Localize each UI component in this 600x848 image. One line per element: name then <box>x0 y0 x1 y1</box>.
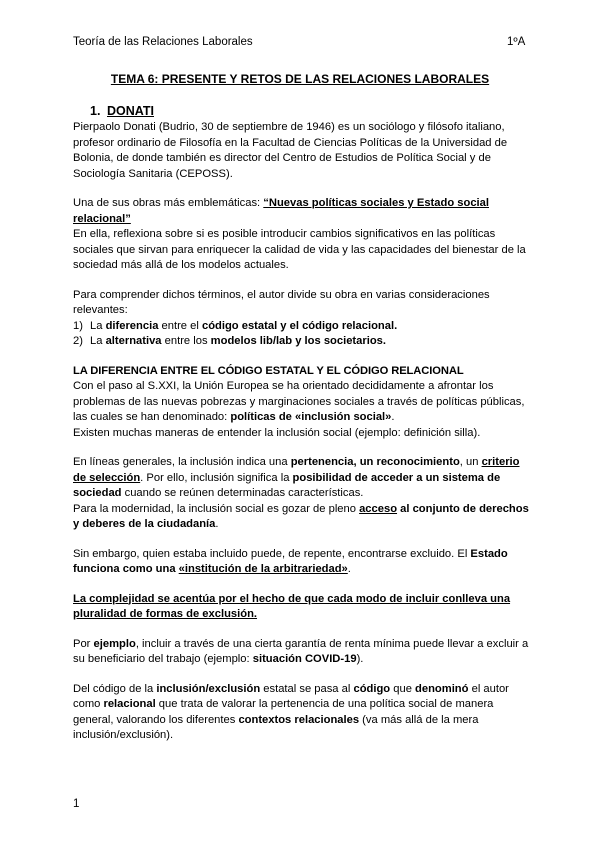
text: el autor como <box>73 682 509 710</box>
paragraph-relational-code <box>73 682 531 744</box>
text: . <box>215 518 219 530</box>
text: . Por ello, inclusión significa la <box>140 471 293 484</box>
list-item <box>73 319 531 335</box>
text: estatal se pasa al <box>260 682 354 695</box>
bold-text: relacional <box>103 698 156 710</box>
header-year: 1ºA <box>507 36 526 48</box>
list-number: 2) <box>73 335 83 347</box>
paragraph-complexity <box>73 592 531 623</box>
paragraph-work <box>73 196 531 227</box>
paragraph-ways: Existen muchas maneras de entender la inclusión social (ejemplo: definición silla). <box>73 426 481 439</box>
text: Del código de la <box>73 682 157 695</box>
bold-text: código estatal y el código relacional. <box>201 319 398 332</box>
text: En líneas generales, la inclusión indica una <box>73 456 291 468</box>
text: que trata de valorar la pertenencia de una política social de manera general, valorando los diferentes <box>73 698 494 726</box>
text: . <box>391 411 395 423</box>
paragraph-example <box>73 637 531 668</box>
bold-text: denominó <box>415 682 469 695</box>
underlined-text: criterio de selección <box>73 456 520 484</box>
section-number: 1. <box>90 104 101 118</box>
paragraph-intro-list: Para comprender dichos términos, el autor divide su obra en varias consideraciones relevantes: <box>73 288 490 316</box>
text: Una de sus obras más emblemáticas: <box>73 197 264 209</box>
bold-text: pertenencia, un reconocimiento <box>290 456 460 468</box>
text: Sin embargo, quien estaba incluido puede, de repente, encontrarse excluido. El <box>73 547 471 560</box>
text: La <box>90 335 106 347</box>
text: Con el paso al S.XXI, la Unión Europea se ha orientado decididamente a afrontar los problemas de las nuevas pobrezas y marginaciones sociales a través de políticas públicas, las cuales se han denominado: <box>73 380 525 423</box>
considerations-list <box>73 319 531 350</box>
paragraph-eu <box>73 379 531 426</box>
section-heading <box>90 104 154 118</box>
text: entre el <box>158 319 202 332</box>
text: , incluir a través de una cierta garantía de renta mínima puede llevar a excluir a su beneficiario del trabajo (ejemplo: <box>73 637 529 665</box>
bold-text: al conjunto de derechos y deberes de la ciudadanía <box>73 502 529 530</box>
bold-text: modelos lib/lab y los societarios. <box>210 335 386 347</box>
text: ). <box>356 653 364 665</box>
bold-text: código <box>353 682 391 695</box>
bold-text: inclusión/exclusión <box>156 682 261 695</box>
bold-text: Estado funciona como una <box>73 547 508 575</box>
text: Por <box>73 637 94 650</box>
underlined-text: acceso <box>359 502 398 515</box>
text: , un <box>459 456 482 468</box>
text: cuando se reúnen determinadas características. <box>121 487 364 499</box>
paragraph-bio: Pierpaolo Donati (Budrio, 30 de septiembre de 1946) es un sociólogo y filósofo italiano, profesor ordinario de Filosofía en la Facultad de Ciencias Políticas de la Universidad de Bolonia, de donde también es director del Centro de Estudios de Política Social y de Sociología Sanitaria (CEPOSS). <box>73 121 508 180</box>
text: La <box>90 319 106 332</box>
underlined-text: «institución de la arbitrariedad» <box>178 563 348 575</box>
bold-text: posibilidad de acceder a un sistema de sociedad <box>73 471 501 499</box>
underlined-text: La complejidad se acentúa por el hecho de que cada modo de incluir conlleva una pluralidad de formas de exclusión. <box>73 592 511 620</box>
bold-text: alternativa <box>105 335 162 347</box>
header-course-title: Teoría de las Relaciones Laborales <box>73 36 253 48</box>
subheading: LA DIFERENCIA ENTRE EL CÓDIGO ESTATAL Y EL CÓDIGO RELACIONAL <box>73 364 464 377</box>
text: entre los <box>161 335 211 347</box>
document-title: TEMA 6: PRESENTE Y RETOS DE LAS RELACIONES LABORALES <box>110 72 490 86</box>
work-title: “Nuevas políticas sociales y Estado social relacional” <box>73 197 489 225</box>
paragraph-reflection: En ella, reflexiona sobre si es posible introducir cambios significativos en las políticas sociales que sirvan para enriquecer la calidad de vida y las capacidades del bienestar de la sociedad más allá de los modelos actuales. <box>73 228 526 271</box>
paragraph-arbitrariness <box>73 547 531 578</box>
text: (va más allá de la mera inclusión/exclusión). <box>73 713 479 741</box>
paragraph-inclusion <box>73 455 531 502</box>
section-label: DONATI <box>107 104 154 118</box>
bold-text: ejemplo <box>93 637 136 650</box>
text: Para la modernidad, la inclusión social es gozar de pleno <box>73 502 360 515</box>
bold-text: diferencia <box>105 319 159 332</box>
bold-text: situación COVID-19 <box>252 653 357 665</box>
text: que <box>390 682 416 695</box>
bold-text: contextos relacionales <box>238 713 360 726</box>
page-number: 1 <box>73 798 80 810</box>
list-number: 1) <box>73 319 83 332</box>
text: . <box>347 563 351 575</box>
list-item <box>73 334 531 350</box>
paragraph-modernity <box>73 502 531 533</box>
bold-text: políticas de «inclusión social» <box>230 411 392 423</box>
document-body <box>73 120 531 744</box>
